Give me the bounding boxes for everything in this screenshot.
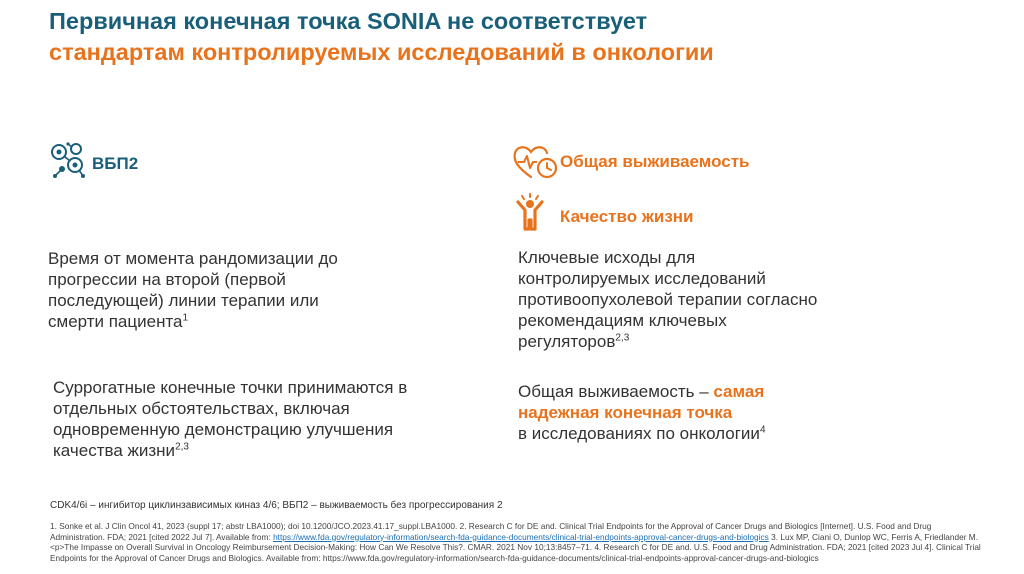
cells-icon [48,140,88,182]
footnote-ref: 4 [759,424,766,436]
title-line-1: Первичная конечная точка SONIA не соответствует [49,8,648,34]
references: 1. Sonke et al. J Clin Oncol 41, 2023 (suppl 17; abstr LBA1000); doi 10.1200/JCO.2023.41.17_suppl.LBA1000. 2. Research C for DE and. Clinical Trial Endpoints for the Approval of Cancer Drugs and Biologics [Internet]. U.S. Food and Drug Administration. FDA; 2021 [cited 2022 Jul 7]. Available from: https://www.fda.gov/regulatory-information/search-fda-guidance-documents/clinical-trial-endpoints-approval-cancer-drugs-and-biologics 3. Lux MP, Ciani O, Dunlop WC, Ferris A, Friedlander M. <p>The Impasse on Overall Survival in Oncology Reimbursement Decision-Making: How Can We Resolve This?. CMAR. 2021 Nov 10;13:8457–71. 4. Research C for DE and. U.S. Food and Drug Administration. FDA; 2021 [cited 2023 Jul 4]. Clinical Trial Endpoints for the Approval of Cancer Drugs and Biologics. Available from: https://www.fda.gov/regulatory-information/search-fda-guidance-documents/clinical-trial-endpoints-approval-cancer-drugs-and-biologics [50,521,981,563]
person-icon [515,193,545,231]
footnote-ref: 2,3 [175,441,189,453]
title-line-2: стандартам контролируемых исследований в онкологии [49,39,714,65]
abbreviations: CDK4/6i – ингибитор циклинзависимых киназ 4/6; ВБП2 – выживаемость без прогрессирования 2 [50,500,503,511]
key-outcomes-text: Ключевые исходы для контролируемых исследований противоопухолевой терапии согласно рекомендациям ключевых регуляторов$^{2,3}$ [518,248,818,351]
page-title [49,6,714,68]
footnote-ref: 2,3 [615,332,630,344]
pfs2-definition: Время от момента рандомизации до прогрессии на второй (первой последующей) линии терапии или смерти пациента$^1$ [48,249,338,331]
heart-clock-icon [511,143,559,181]
os-reliability-text: Общая выживаемость – самая надежная конечная точка в исследованиях по онкологии$^4$ [518,382,766,443]
pfs2-label: ВБП2 [92,154,139,173]
fda-guidance-link[interactable]: https://www.fda.gov/regulatory-information/search-fda-guidance-documents/clinical-trial-endpoints-approval-cancer-drugs-and-biologics [273,531,769,542]
surrogate-endpoints-text: Суррогатные конечные точки принимаются в отдельных обстоятельствах, включая одновременную демонстрацию улучшения качества жизни$^{2,3}$ [53,378,408,460]
highlight-text: самая надежная конечная точка [518,382,765,422]
overall-survival-label: Общая выживаемость [560,152,750,171]
footnote-ref: 1 [182,312,189,324]
quality-of-life-label: Качество жизни [560,207,694,226]
